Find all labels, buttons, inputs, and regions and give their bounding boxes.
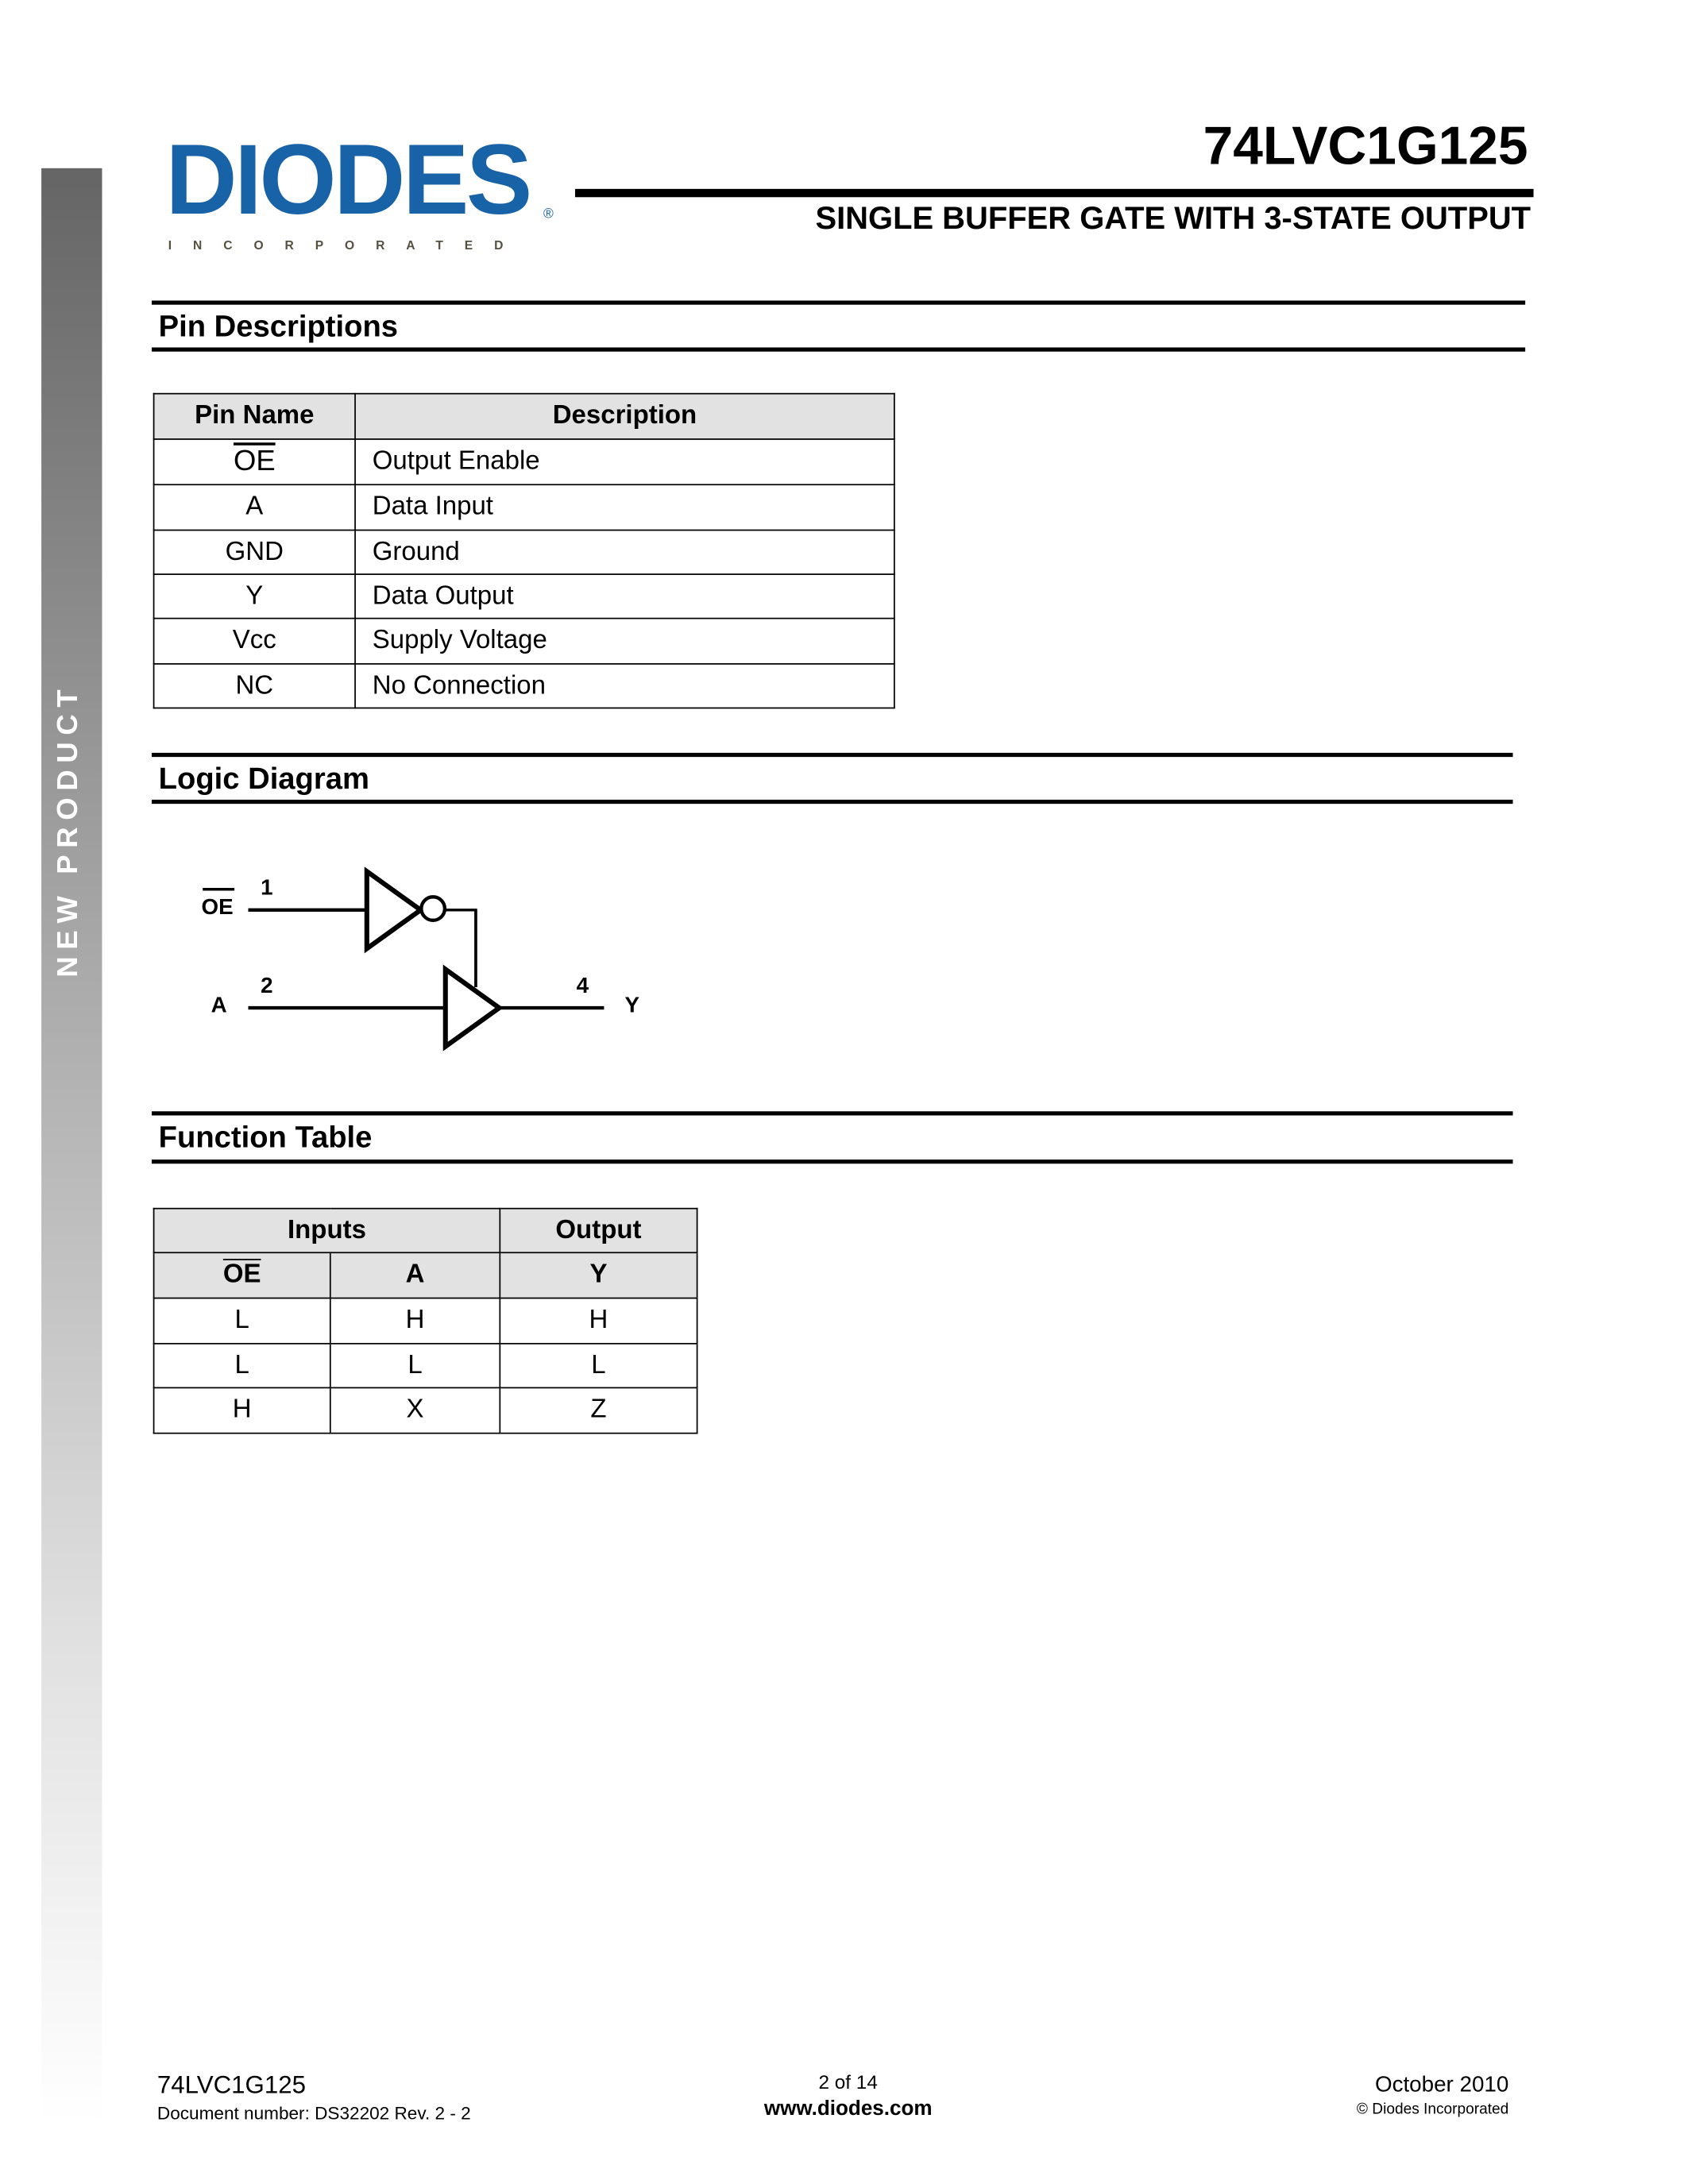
pin-name: Y [154,574,355,619]
section-title-pin-descriptions: Pin Descriptions [158,308,399,344]
inversion-bubble-icon [421,897,445,920]
section-title-function-table: Function Table [158,1119,373,1155]
header-a: A [330,1252,500,1298]
pin-desc: Supply Voltage [355,619,894,664]
pin1-label: 1 [261,874,273,900]
logic-diagram [0,0,828,1103]
footer-copyright: © Diodes Incorporated [1356,2101,1509,2118]
pin-desc: Data Input [355,484,894,530]
header-oe: $\overline{OE}$ [222,1260,261,1290]
cell: H [154,1387,330,1433]
logo-sub: INCORPORATED [168,238,525,253]
pin-desc: No Connection [355,664,894,708]
function-table [153,1208,698,1434]
section-rule [152,1111,1513,1115]
header-inputs: Inputs [154,1209,500,1253]
cell: L [154,1298,330,1344]
pin-desc: Data Output [355,574,894,619]
pin-name: Vcc [154,619,355,664]
footer-url[interactable]: www.diodes.com [763,2097,933,2121]
part-subtitle: SINGLE BUFFER GATE WITH 3-STATE OUTPUT [815,199,1532,236]
table-row [154,1387,697,1433]
cell: H [500,1298,697,1344]
pin-name: NC [154,664,355,708]
cell: X [330,1387,500,1433]
cell: L [500,1344,697,1388]
header-description: Description [355,394,894,439]
table-row [154,1344,697,1388]
oe-label: OE [201,894,234,920]
part-number-title: 74LVC1G125 [1203,117,1528,177]
pin-desc: Output Enable [355,439,894,484]
footer-date: October 2010 [1374,2074,1509,2097]
footer-doc-number: Document number: DS32202 Rev. 2 - 2 [156,2102,471,2124]
cell: L [330,1344,500,1388]
a-label: A [211,992,227,1017]
footer-part: 74LVC1G125 [156,2070,306,2099]
logo-word: DIODES [165,125,530,236]
cell: H [330,1298,500,1344]
section-rule [152,1160,1513,1163]
registered-mark: ® [543,206,554,222]
pin-name: GND [154,531,355,575]
header-output: Output [500,1209,697,1253]
header-pin-name: Pin Name [154,394,355,439]
sidebar-label: NEW PRODUCT [52,682,84,978]
inverter-gate-icon [367,871,421,948]
pin4-label: 4 [576,972,589,997]
pin-desc: Ground [355,531,894,575]
pin2-label: 2 [261,972,273,997]
cell: L [154,1344,330,1388]
buffer-gate-icon [446,969,500,1046]
table-row [154,1298,697,1344]
pin-name: A [154,484,355,530]
footer-page: 2 of 14 [818,2070,878,2093]
cell: Z [500,1387,697,1433]
pin-name: $\overline{OE}$ [233,445,276,477]
section-title-logic-diagram: Logic Diagram [158,761,369,796]
wires [248,910,604,1008]
header-y: Y [500,1252,697,1298]
y-label: Y [624,992,639,1017]
